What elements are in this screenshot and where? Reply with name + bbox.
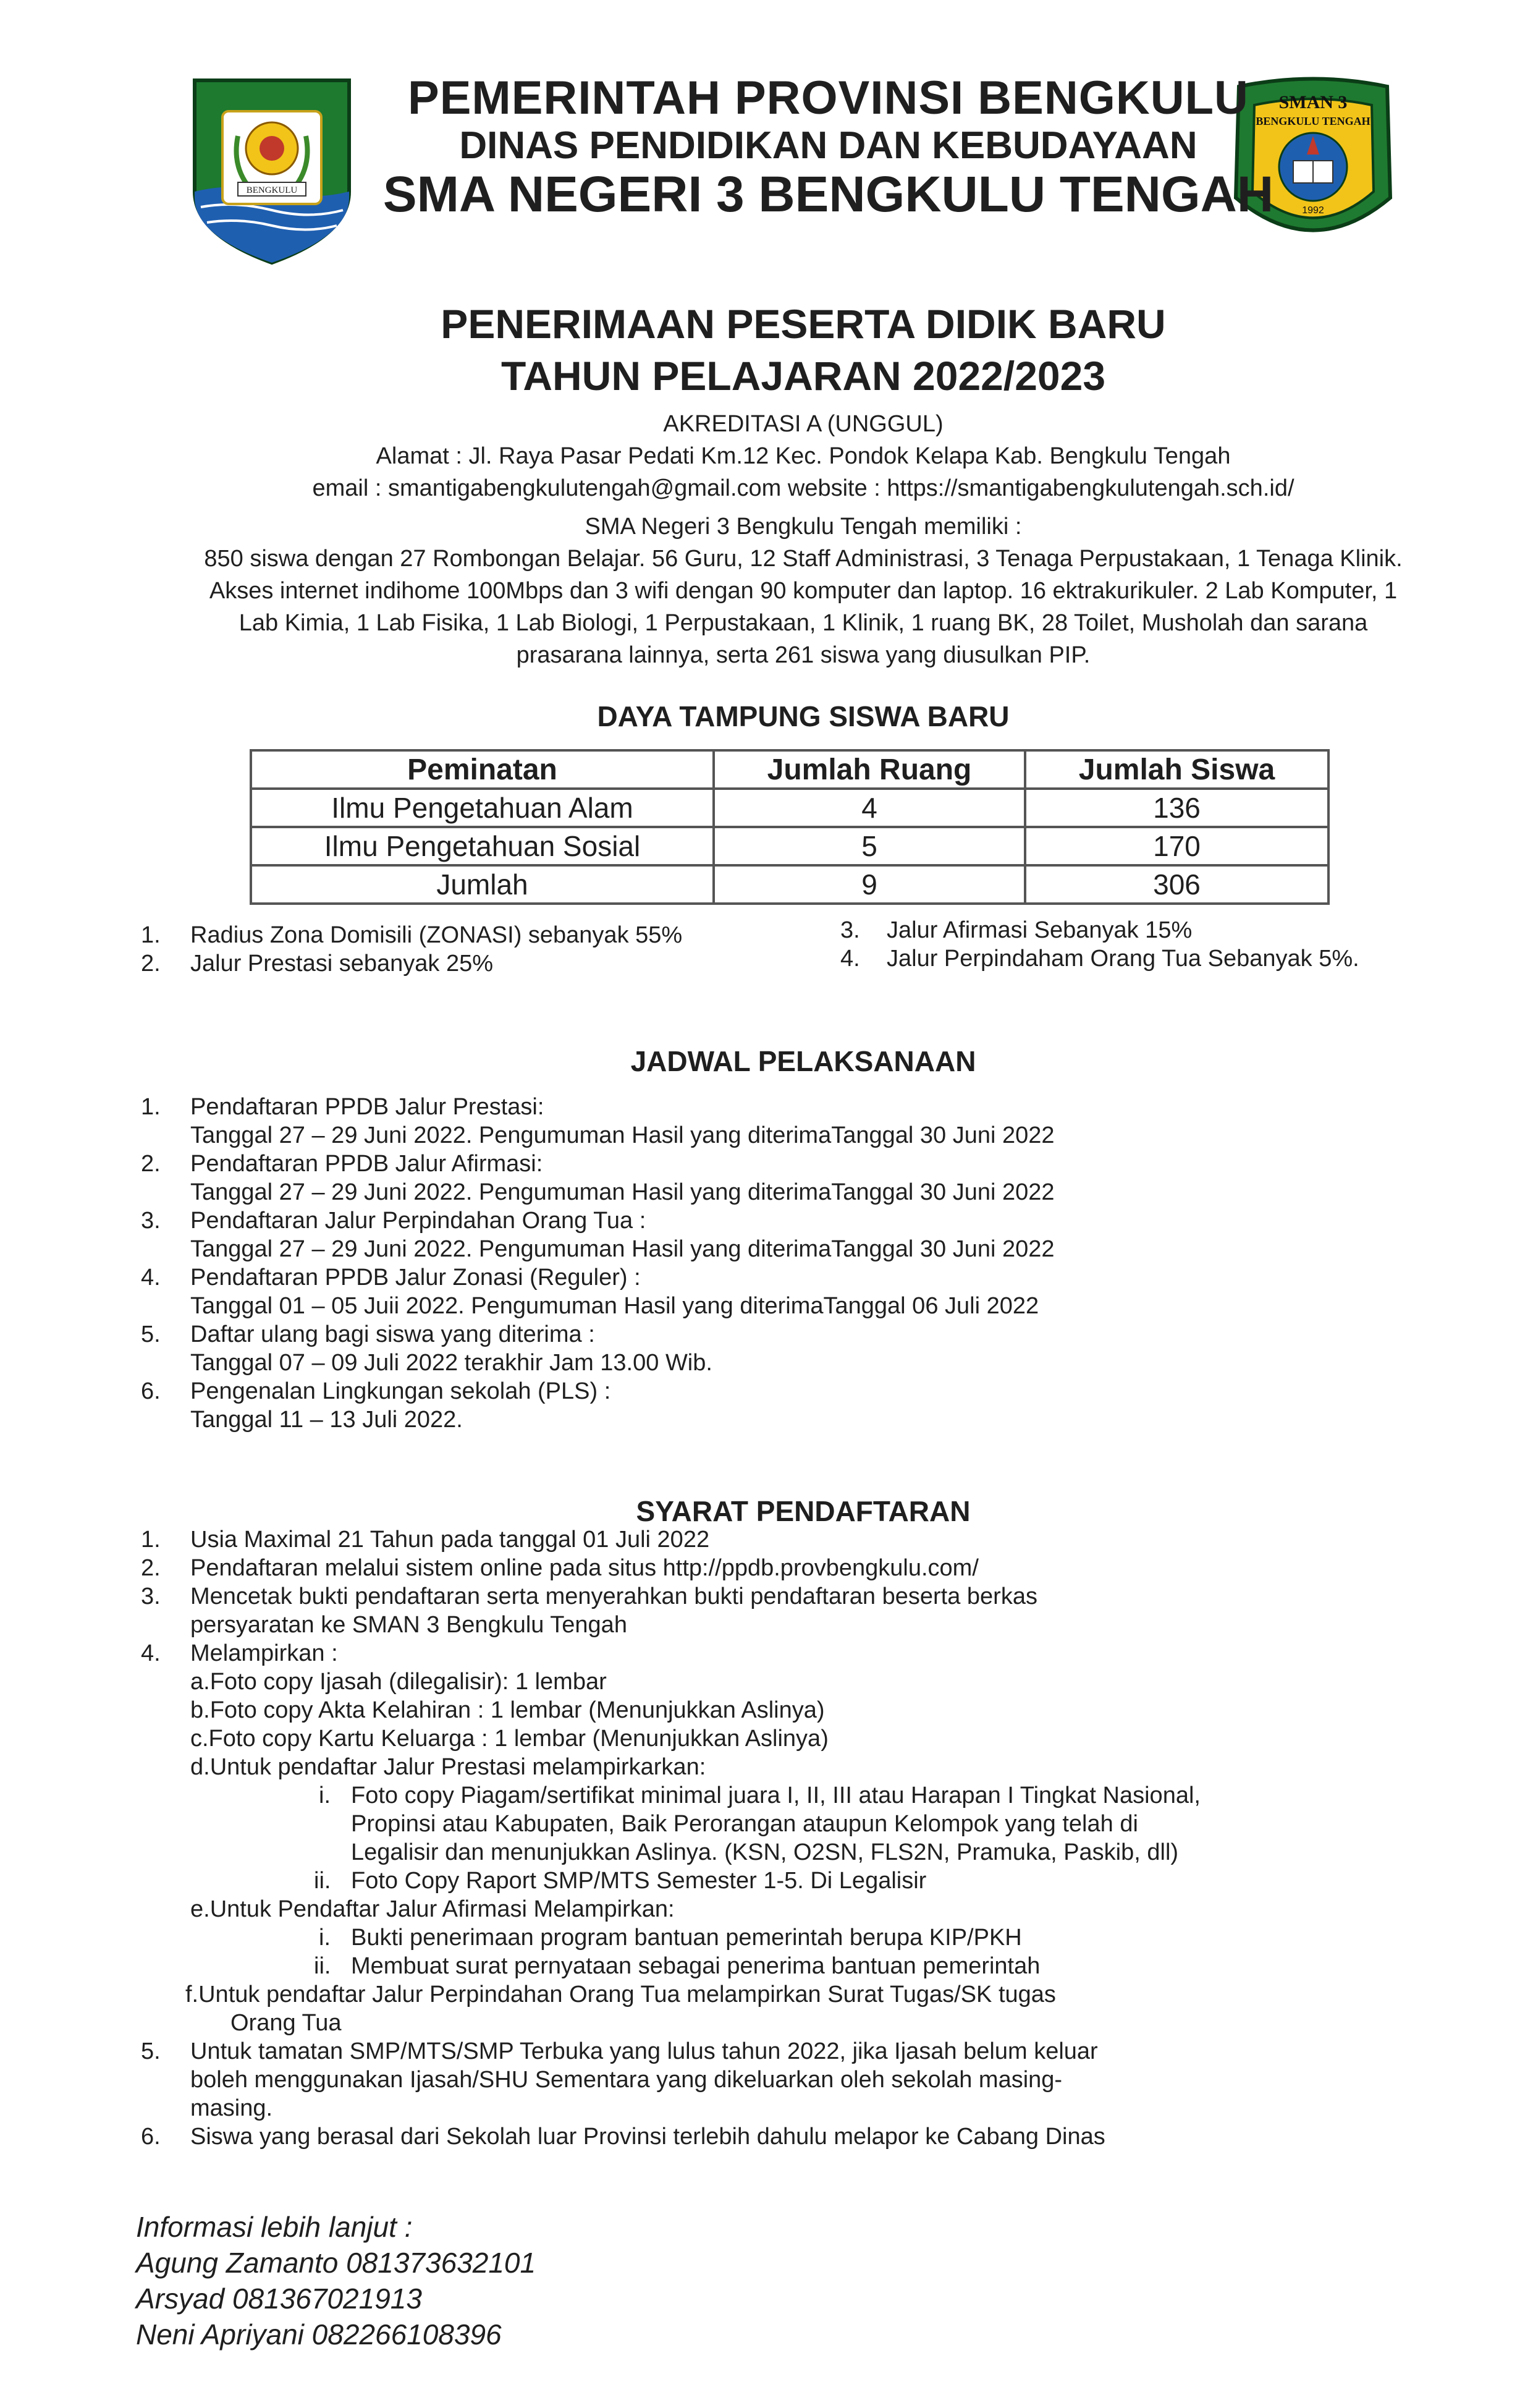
list-item (141, 1554, 1438, 1582)
list-item (141, 1320, 1438, 1377)
contact-heading: Informasi lebih lanjut : (136, 2211, 413, 2243)
list-text: boleh menggunakan Ijasah/SHU Sementara yang dikeluarkan oleh sekolah masing- (190, 2067, 1063, 2093)
requirements-title: SYARAT PENDAFTARAN (636, 1495, 971, 1527)
sub-sub-item (314, 1867, 1438, 1895)
list-text: Jalur Prestasi sebanyak 25% (190, 951, 494, 977)
header-school-name: SMA NEGERI 3 BENGKULU TENGAH (382, 166, 1274, 223)
school-logo-subtitle: BENGKULU TENGAH (1256, 115, 1370, 127)
document-title: PENERIMAAN PESERTA DIDIK BARU (441, 301, 1166, 347)
list-number: 5. (141, 1321, 161, 1347)
list-text: Untuk tamatan SMP/MTS/SMP Terbuka yang lulus tahun 2022, jika Ijasah belum keluar (190, 2038, 1098, 2064)
schedule-item-title: Pendaftaran PPDB Jalur Prestasi: (190, 1094, 544, 1120)
schedule-title: JADWAL PELAKSANAAN (630, 1045, 976, 1077)
table-cell: Jumlah (251, 865, 714, 904)
list-text: Membuat surat pernyataan sebagai penerima bantuan pemerintah (351, 1953, 1041, 1979)
list-item (141, 949, 821, 978)
list-text: Mencetak bukti pendaftaran serta menyerahkan bukti pendaftaran beserta berkas (190, 1583, 1037, 1609)
schedule-item-date: Tanggal 01 – 05 Juii 2022. Pengumuman Hasil yang diterimaTanggal 06 Juli 2022 (190, 1293, 1039, 1319)
column-header: Peminatan (251, 750, 714, 789)
table-cell: Ilmu Pengetahuan Alam (251, 789, 714, 827)
table-cell: 136 (1025, 789, 1328, 827)
table-cell: 170 (1025, 827, 1328, 865)
header-department: DINAS PENDIDIKAN DAN KEBUDAYAAN (459, 124, 1197, 167)
schedule-item-title: Pendaftaran Jalur Perpindahan Orang Tua : (190, 1208, 646, 1234)
list-roman: ii. (314, 1868, 331, 1894)
contact-person: Agung Zamanto 081373632101 (136, 2247, 536, 2279)
province-logo-text: BENGKULU (246, 185, 298, 195)
list-number: 3. (840, 917, 860, 943)
column-header: Jumlah Siswa (1025, 750, 1328, 789)
schedule-list (141, 1093, 1438, 1434)
list-number: 6. (141, 1378, 161, 1404)
list-number: 2. (141, 951, 161, 977)
list-text: masing. (190, 2095, 273, 2121)
list-item (141, 1377, 1438, 1434)
contact-person: Arsyad 081367021913 (136, 2283, 422, 2315)
address: Alamat : Jl. Raya Pasar Pedati Km.12 Kec. Pondok Kelapa Kab. Bengkulu Tengah (376, 443, 1231, 469)
capacity-title: DAYA TAMPUNG SISWA BARU (597, 700, 1010, 732)
contact-line: email : smantigabengkulutengah@gmail.com website : https://smantigabengkulutengah.sch.id/ (312, 475, 1294, 501)
list-item (141, 1093, 1438, 1150)
quota-list-left (141, 921, 821, 978)
accreditation: AKREDITASI A (UNGGUL) (663, 411, 944, 437)
table-header-row (251, 750, 1328, 789)
list-item (141, 2122, 1438, 2151)
list-number: 4. (840, 946, 860, 972)
list-number: 2. (141, 1555, 161, 1581)
list-item (141, 1582, 1438, 1639)
list-text: Jalur Perpindaham Orang Tua Sebanyak 5%. (887, 946, 1359, 972)
list-item (141, 1206, 1438, 1263)
list-item (141, 1639, 1438, 1668)
table-cell: 5 (714, 827, 1025, 865)
list-number: 4. (141, 1640, 161, 1666)
list-text: Melampirkan : (190, 1640, 338, 1666)
sub-item: a.Foto copy Ijasah (dilegalisir): 1 lembar (190, 1669, 607, 1695)
sub-item: e.Untuk Pendaftar Jalur Afirmasi Melampirkan: (190, 1896, 675, 1922)
list-number: 2. (141, 1151, 161, 1177)
list-text: Propinsi atau Kabupaten, Baik Perorangan ataupun Kelompok yang telah di (351, 1811, 1138, 1837)
capacity-table (250, 749, 1330, 905)
schedule-item-date: Tanggal 07 – 09 Juli 2022 terakhir Jam 13.00 Wib. (190, 1350, 712, 1376)
schedule-item-title: Pendaftaran PPDB Jalur Afirmasi: (190, 1151, 543, 1177)
list-number: 6. (141, 2124, 161, 2150)
list-item (141, 1263, 1438, 1320)
list-text: Radius Zona Domisili (ZONASI) sebanyak 55% (190, 922, 683, 948)
schedule-item-title: Pendaftaran PPDB Jalur Zonasi (Reguler) : (190, 1265, 641, 1291)
description-intro: SMA Negeri 3 Bengkulu Tengah memiliki : (585, 514, 1022, 540)
list-item (141, 2037, 1438, 2122)
schedule-item-date: Tanggal 27 – 29 Juni 2022. Pengumuman Hasil yang diterimaTanggal 30 Juni 2022 (190, 1122, 1055, 1148)
list-text: Usia Maximal 21 Tahun pada tanggal 01 Juli 2022 (190, 1527, 710, 1553)
school-description (0, 511, 1533, 671)
table-cell: 4 (714, 789, 1025, 827)
list-item (141, 1525, 1438, 1554)
requirements-list (141, 1525, 1438, 2151)
schedule-item-title: Daftar ulang bagi siswa yang diterima : (190, 1321, 595, 1347)
document-subtitle: TAHUN PELAJARAN 2022/2023 (500, 353, 1106, 399)
schedule-item-title: Pengenalan Lingkungan sekolah (PLS) : (190, 1378, 611, 1404)
schedule-item-date: Tanggal 11 – 13 Juli 2022. (190, 1407, 463, 1433)
list-text: Jalur Afirmasi Sebanyak 15% (887, 917, 1193, 943)
table-row (251, 789, 1328, 827)
list-text: Legalisir dan menunjukkan Aslinya. (KSN, O2SN, FLS2N, Pramuka, Paskib, dll) (351, 1839, 1179, 1865)
list-item (141, 1150, 1438, 1206)
table-row (251, 827, 1328, 865)
list-text: Foto copy Piagam/sertifikat minimal juara I, II, III atau Harapan I Tingkat Nasional, (351, 1783, 1201, 1808)
list-item (840, 944, 1489, 973)
list-number: 5. (141, 2038, 161, 2064)
list-text: Bukti penerimaan program bantuan pemerintah berupa KIP/PKH (351, 1925, 1022, 1951)
sub-item: Orang Tua (230, 2010, 342, 2036)
sub-item: d.Untuk pendaftar Jalur Prestasi melampirkarkan: (190, 1754, 706, 1780)
list-text: Pendaftaran melalui sistem online pada situs http://ppdb.provbengkulu.com/ (190, 1555, 979, 1581)
list-item (840, 916, 1489, 944)
list-roman: i. (319, 1783, 331, 1808)
sub-sub-item (319, 1781, 1438, 1867)
list-number: 3. (141, 1208, 161, 1234)
list-number: 1. (141, 1094, 161, 1120)
description-line: prasarana lainnya, serta 261 siswa yang diusulkan PIP. (516, 642, 1091, 668)
list-number: 1. (141, 1527, 161, 1553)
quota-list-right (840, 916, 1489, 973)
table-cell: 306 (1025, 865, 1328, 904)
school-logo-title: SMAN 3 (1278, 92, 1348, 112)
table-row (251, 865, 1328, 904)
school-info (0, 408, 1533, 504)
school-logo-year: 1992 (1302, 205, 1324, 216)
list-number: 4. (141, 1265, 161, 1291)
list-text: Siswa yang berasal dari Sekolah luar Provinsi terlebih dahulu melapor ke Cabang Dinas (190, 2124, 1105, 2150)
table-cell: Ilmu Pengetahuan Sosial (251, 827, 714, 865)
list-item (141, 921, 821, 949)
table-cell: 9 (714, 865, 1025, 904)
sub-sub-item (314, 1952, 1438, 1980)
description-line: 850 siswa dengan 27 Rombongan Belajar. 56 Guru, 12 Staff Administrasi, 3 Tenaga Perpustakaan, 1 Tenaga Klinik. (204, 546, 1403, 572)
sub-item: c.Foto copy Kartu Keluarga : 1 lembar (Menunjukkan Aslinya) (190, 1726, 829, 1752)
contact-person: Neni Apriyani 082266108396 (136, 2318, 502, 2351)
list-text: Foto Copy Raport SMP/MTS Semester 1-5. Di Legalisir (351, 1868, 927, 1894)
schedule-item-date: Tanggal 27 – 29 Juni 2022. Pengumuman Hasil yang diterimaTanggal 30 Juni 2022 (190, 1236, 1055, 1262)
header-government: PEMERINTAH PROVINSI BENGKULU (408, 72, 1249, 124)
sub-sub-item (319, 1923, 1438, 1952)
list-roman: i. (319, 1925, 331, 1951)
sub-item: f.Untuk pendaftar Jalur Perpindahan Orang Tua melampirkan Surat Tugas/SK tugas (185, 1982, 1056, 2007)
list-number: 1. (141, 922, 161, 948)
list-text: persyaratan ke SMAN 3 Bengkulu Tengah (190, 1612, 627, 1638)
contact-info (136, 2209, 536, 2352)
column-header: Jumlah Ruang (714, 750, 1025, 789)
sub-item: b.Foto copy Akta Kelahiran : 1 lembar (Menunjukkan Aslinya) (190, 1697, 825, 1723)
schedule-item-date: Tanggal 27 – 29 Juni 2022. Pengumuman Hasil yang diterimaTanggal 30 Juni 2022 (190, 1179, 1055, 1205)
list-number: 3. (141, 1583, 161, 1609)
list-roman: ii. (314, 1953, 331, 1979)
description-line: Akses internet indihome 100Mbps dan 3 wifi dengan 90 komputer dan laptop. 16 ektrakurikuler. 2 Lab Komputer, 1 (209, 578, 1398, 604)
description-line: Lab Kimia, 1 Lab Fisika, 1 Lab Biologi, 1 Perpustakaan, 1 Klinik, 1 ruang BK, 28 Toilet, Musholah dan sarana (239, 610, 1368, 636)
